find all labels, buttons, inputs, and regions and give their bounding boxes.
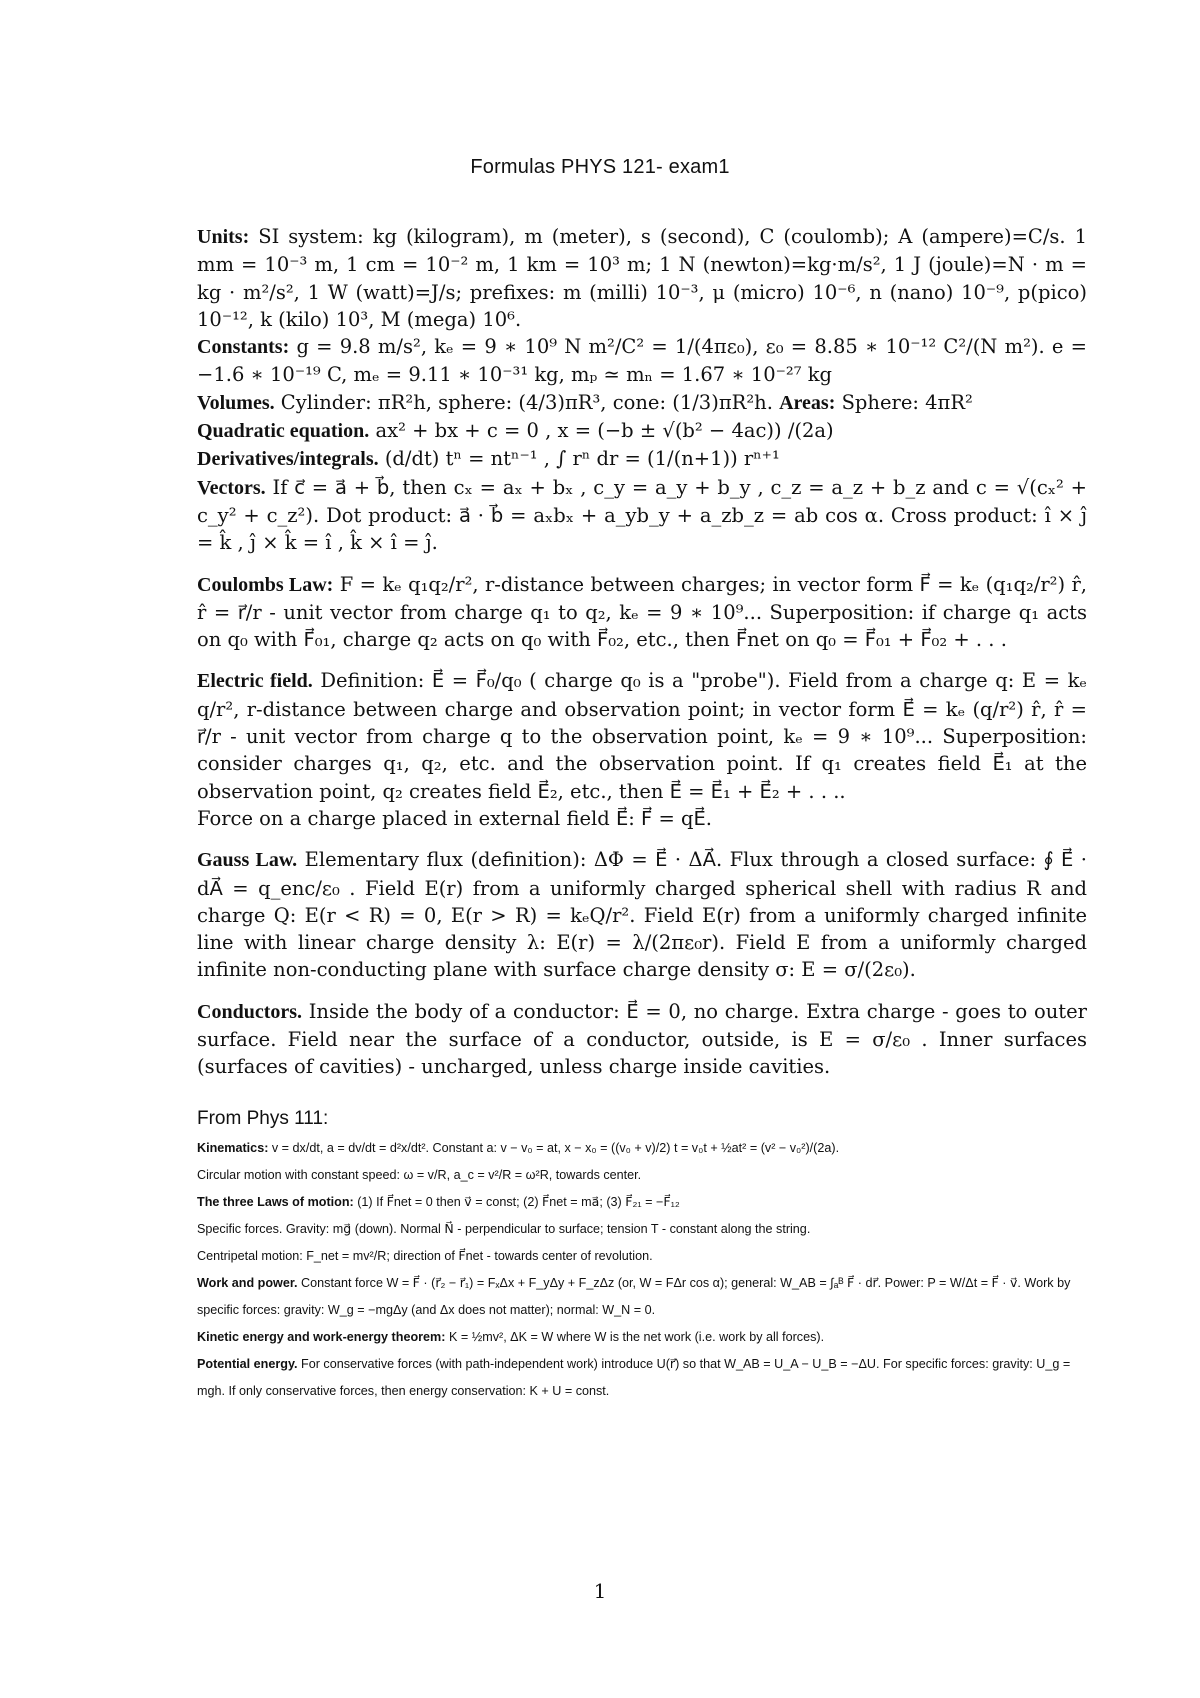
quadratic-section: [197, 417, 1087, 445]
section-text: Elementary flux (definition): ΔΦ = E⃗ · ΔA⃗. Flux through a closed surface: ∮ E⃗ · dA⃗ = q_enc/ε₀ . Field E(r) from a uniformly charged spherical shell with radius R and charge Q: E(r < R) = 0, E(r > R) = kₑQ/r². Field E(r) from a uniformly charged infinite line with linear charge density λ: E(r) = λ/(2πε₀r). Field E from a uniformly charged infinite non-conducting plane with surface charge density σ: E = σ/(2ε₀).: [197, 848, 1087, 982]
constants-section: [197, 333, 1087, 389]
section-heading: Derivatives/integrals.: [197, 448, 379, 471]
section-text: Definition: E⃗ = F⃗₀/q₀ ( charge q₀ is a "probe"). Field from a charge q: E = kₑ q/r², r-distance between charge and observation point; in vector form E⃗ = kₑ (q/r²) r̂, r̂ = r⃗/r - unit vector from charge q to the observation point, kₑ = 9 ∗ 10⁹... Superposition: consider charges q₁, q₂, etc. and the observation point. If q₁ creates field E⃗₁ at the observation point, q₂ creates field E⃗₂, etc., then E⃗ = E⃗₁ + E⃗₂ + . . ..: [197, 669, 1087, 803]
item-heading: The three Laws of motion:: [197, 1194, 354, 1209]
item-heading: Kinetic energy and work-energy theorem:: [197, 1329, 446, 1344]
item-heading: Kinematics:: [197, 1140, 269, 1155]
section-heading: Areas:: [779, 391, 836, 414]
item-text: Circular motion with constant speed: ω = v/R, a_c = v²/R = ω²R, towards center.: [197, 1167, 642, 1182]
item-text: v = dx/dt, a = dv/dt = d²x/dt². Constant a: v − v₀ = at, x − x₀ = ((v₀ + v)/2) t = v₀t + ½at² = (v² − v₀²)/(2a).: [268, 1140, 840, 1155]
item-text: For conservative forces (with path-independent work) introduce U(r⃗) so that W_AB = U_A − U_B = −ΔU. For specific forces: gravity: U_g = mgh. If only conservative forces, then energy conservation: K + U = const.: [197, 1356, 1071, 1398]
section-text: Sphere: 4πR²: [835, 390, 973, 414]
phys111-list: [197, 1135, 1087, 1405]
section-heading: Vectors.: [197, 476, 266, 499]
section-text: SI system: kg (kilogram), m (meter), s (second), C (coulomb); A (ampere)=C/s. 1 mm = 10⁻³ m, 1 cm = 10⁻² m, 1 km = 10³ m; 1 N (newton)=kg·m/s², 1 J (joule)=N · m = kg · m²/s², 1 W (watt)=J/s; prefixes: m (milli) 10⁻³, μ (micro) 10⁻⁶, n (nano) 10⁻⁹, p(pico) 10⁻¹², k (kilo) 10³, M (mega) 10⁶.: [197, 225, 1087, 331]
section-text: (d/dt) tⁿ = ntⁿ⁻¹ , ∫ rⁿ dr = (1/(n+1)) rⁿ⁺¹: [378, 447, 780, 471]
gauss-section: [197, 846, 1087, 983]
section-text: Inside the body of a conductor: E⃗ = 0, no charge. Extra charge - goes to outer surface. Field near the surface of a conductor, outside, is E = σ/ε₀ . Inner surfaces (surfaces of cavities) - uncharged, unless charge inside cavities.: [197, 999, 1087, 1079]
section-text: Cylinder: πR²h, sphere: (4/3)πR³, cone: (1/3)πR²h.: [274, 390, 780, 414]
section-text: Force on a charge placed in external field E⃗: F⃗ = qE⃗.: [197, 806, 712, 830]
phys111-item: [197, 1135, 1087, 1162]
phys111-item: [197, 1216, 1087, 1243]
formula-body: [197, 223, 1087, 1405]
phys111-item: [197, 1189, 1087, 1216]
item-text: Specific forces. Gravity: mg⃗ (down). Normal N⃗ - perpendicular to surface; tension T - constant along the string.: [197, 1221, 811, 1236]
section-heading: Quadratic equation.: [197, 420, 370, 443]
conductors-section: [197, 998, 1087, 1081]
section-heading: Constants:: [197, 336, 290, 359]
volumes-section: [197, 389, 1087, 417]
section-heading: Volumes.: [197, 391, 275, 414]
section-text: If c⃗ = a⃗ + b⃗, then cₓ = aₓ + bₓ , c_y = a_y + b_y , c_z = a_z + b_z and c = √(cₓ² + c_y² + c_z²). Dot product: a⃗ · b⃗ = aₓbₓ + a_yb_y + a_zb_z = ab cos α. Cross product: î × ĵ = k̂ , ĵ × k̂ = î , k̂ × î = ĵ.: [197, 475, 1087, 555]
item-heading: Work and power.: [197, 1275, 298, 1290]
derivatives-section: [197, 445, 1087, 473]
section-text: F = kₑ q₁q₂/r², r-distance between charges; in vector form F⃗ = kₑ (q₁q₂/r²) r̂, r̂ = r⃗/r - unit vector from charge q₁ to q₂, kₑ = 9 ∗ 10⁹... Superposition: if charge q₁ acts on q₀ with F⃗₀₁, charge q₂ acts on q₀ with F⃗₀₂, etc., then F⃗net on q₀ = F⃗₀₁ + F⃗₀₂ + . . .: [197, 572, 1087, 652]
phys111-item: [197, 1324, 1087, 1351]
section-text: ax² + bx + c = 0 , x = (−b ± √(b² − 4ac)) /(2a): [369, 419, 834, 443]
item-text: Centripetal motion: F_net = mv²/R; direction of F⃗net - towards center of revolution.: [197, 1248, 653, 1263]
item-text: Constant force W = F⃗ · (r⃗₂ − r⃗₁) = FₓΔx + F_yΔy + F_zΔz (or, W = FΔr cos α); general: W_AB = ∫ₐᴮ F⃗ · dr⃗. Power: P = W/Δt = F⃗ · v⃗. Work by specific forces: gravity: W_g = −mgΔy (and Δx does not matter); normal: W_N = 0.: [197, 1275, 1071, 1317]
section-text: g = 9.8 m/s², kₑ = 9 ∗ 10⁹ N m²/C² = 1/(4πε₀), ε₀ = 8.85 ∗ 10⁻¹² C²/(N m²). e = −1.6 ∗ 10⁻¹⁹ C, mₑ = 9.11 ∗ 10⁻³¹ kg, mₚ ≃ mₙ = 1.67 ∗ 10⁻²⁷ kg: [197, 335, 1087, 387]
phys111-item: [197, 1270, 1087, 1324]
section-heading: Coulombs Law:: [197, 573, 334, 596]
electric-field-section: [197, 667, 1087, 832]
phys111-item: [197, 1162, 1087, 1189]
phys111-heading: From Phys 111:: [197, 1107, 329, 1129]
item-text: (1) If F⃗net = 0 then v⃗ = const; (2) F⃗net = ma⃗; (3) F⃗₂₁ = −F⃗₁₂: [353, 1194, 680, 1209]
phys111-item: [197, 1243, 1087, 1270]
item-heading: Potential energy.: [197, 1356, 298, 1371]
item-text: K = ½mv², ΔK = W where W is the net work (i.e. work by all forces).: [445, 1329, 825, 1344]
section-heading: Conductors.: [197, 1000, 303, 1023]
page-number: 1: [593, 1579, 607, 1603]
section-heading: Electric field.: [197, 670, 313, 693]
section-heading: Units:: [197, 226, 250, 248]
vectors-section: [197, 474, 1087, 557]
section-heading: Gauss Law.: [197, 849, 298, 872]
units-section: [197, 223, 1087, 333]
document-title: Formulas PHYS 121- exam1: [470, 156, 730, 178]
phys111-item: [197, 1351, 1087, 1405]
coulomb-section: [197, 571, 1087, 654]
